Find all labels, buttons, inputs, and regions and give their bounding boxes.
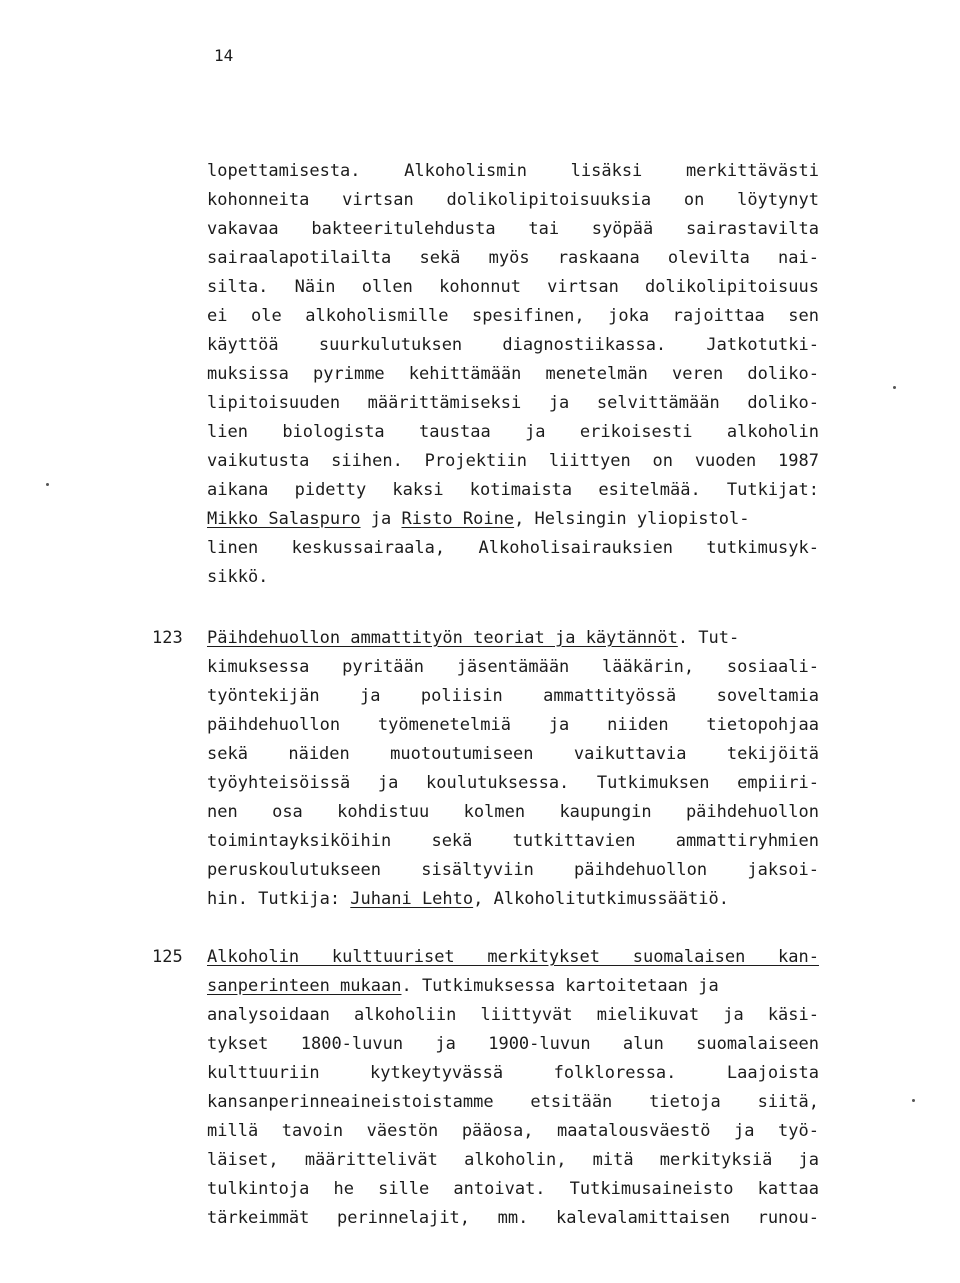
text-line: tykset 1800-luvun ja 1900-luvun alun suomalaiseen <box>207 1034 819 1054</box>
researcher-name: Risto Roine <box>401 509 515 529</box>
section-number: 125 <box>152 947 183 967</box>
researcher-name: Mikko Salaspuro <box>207 509 361 529</box>
text-line: muksissa pyrimme kehittämään menetelmän veren doliko- <box>207 364 819 384</box>
text-line: vaikutusta siihen. Projektiin liittyen on vuoden 1987 <box>207 451 819 471</box>
text-line: ei ole alkoholismille spesifinen, joka rajoittaa sen <box>207 306 819 326</box>
paragraph-dolichol <box>207 157 819 592</box>
page-number: 14 <box>214 46 234 65</box>
text-line-researchers <box>207 505 819 534</box>
text-line: sekä näiden muotoutumiseen vaikuttavia tekijöitä <box>207 744 819 764</box>
text-line: linen keskussairaala, Alkoholisairauksien tutkimusyk- <box>207 538 819 558</box>
section-125 <box>207 943 819 1233</box>
text-line: vakavaa bakteeritulehdusta tai syöpää sairastavilta <box>207 219 819 239</box>
text-line: tärkeimmät perinnelajit, mm. kalevalamittaisen runou- <box>207 1208 819 1228</box>
text-line: analysoidaan alkoholiin liittyvät mielikuvat ja käsi- <box>207 1005 819 1025</box>
text-line: lipitoisuuden määrittämiseksi ja selvittämään doliko- <box>207 393 819 413</box>
section-title: Alkoholin kulttuuriset merkitykset suomalaisen kan- <box>207 947 819 967</box>
text-line: työyhteisöissä ja koulutuksessa. Tutkimuksen empiiri- <box>207 773 819 793</box>
section-number: 123 <box>152 628 183 648</box>
text-line: silta. Näin ollen kohonnut virtsan dolikolipitoisuus <box>207 277 819 297</box>
text-line: läiset, määrittelivät alkoholin, mitä merkityksiä ja <box>207 1150 819 1170</box>
section-title: Päihdehuollon ammattityön teoriat ja käytännöt <box>207 628 678 648</box>
section-title-line <box>207 972 819 1001</box>
text-line: sikkö. <box>207 567 269 587</box>
text-line: kimuksessa pyritään jäsentämään lääkärin, sosiaali- <box>207 657 819 677</box>
text-line: sairaalapotilailta sekä myös raskaana olevilta nai- <box>207 248 819 268</box>
text-line-researcher <box>207 885 819 914</box>
scan-speck <box>46 483 49 486</box>
text-fragment: , Helsingin yliopistol- <box>514 509 750 529</box>
scan-speck <box>893 386 896 389</box>
text-fragment: . Tut- <box>677 628 740 648</box>
text-fragment: hin. Tutkija: <box>207 889 351 909</box>
text-line: toimintayksiköihin sekä tutkittavien ammattiryhmien <box>207 831 819 851</box>
scan-speck <box>912 1099 915 1102</box>
researcher-name: Juhani Lehto <box>350 889 474 909</box>
text-fragment: , Alkoholitutkimussäätiö. <box>473 889 729 909</box>
text-line: kansanperinneaineistoistamme etsitään tietoja siitä, <box>207 1092 819 1112</box>
section-123 <box>207 624 819 914</box>
text-line: kohonneita virtsan dolikolipitoisuuksia on löytynyt <box>207 190 819 210</box>
section-title-line <box>207 624 819 653</box>
text-line: peruskoulutukseen sisältyviin päihdehuollon jaksoi- <box>207 860 819 880</box>
text-line: nen osa kohdistuu kolmen kaupungin päihdehuollon <box>207 802 819 822</box>
text-line: päihdehuollon työmenetelmiä ja niiden tietopohjaa <box>207 715 819 735</box>
text-line: lien biologista taustaa ja erikoisesti alkoholin <box>207 422 819 442</box>
text-line: tulkintoja he sille antoivat. Tutkimusaineisto kattaa <box>207 1179 819 1199</box>
text-line: työntekijän ja poliisin ammattityössä soveltamia <box>207 686 819 706</box>
text-fragment: . Tutkimuksessa kartoitetaan ja <box>401 976 719 996</box>
text-fragment: ja <box>360 509 402 529</box>
section-title: sanperinteen mukaan <box>207 976 402 996</box>
text-line: millä tavoin väestön pääosa, maatalousväestö ja työ- <box>207 1121 819 1141</box>
text-line: lopettamisesta. Alkoholismin lisäksi merkittävästi <box>207 161 819 181</box>
text-line: käyttöä suurkulutuksen diagnostiikassa. Jatkotutki- <box>207 335 819 355</box>
text-line: kulttuuriin kytkeytyvässä folkloressa. Laajoista <box>207 1063 819 1083</box>
text-line: aikana pidetty kaksi kotimaista esitelmää. Tutkijat: <box>207 480 819 500</box>
